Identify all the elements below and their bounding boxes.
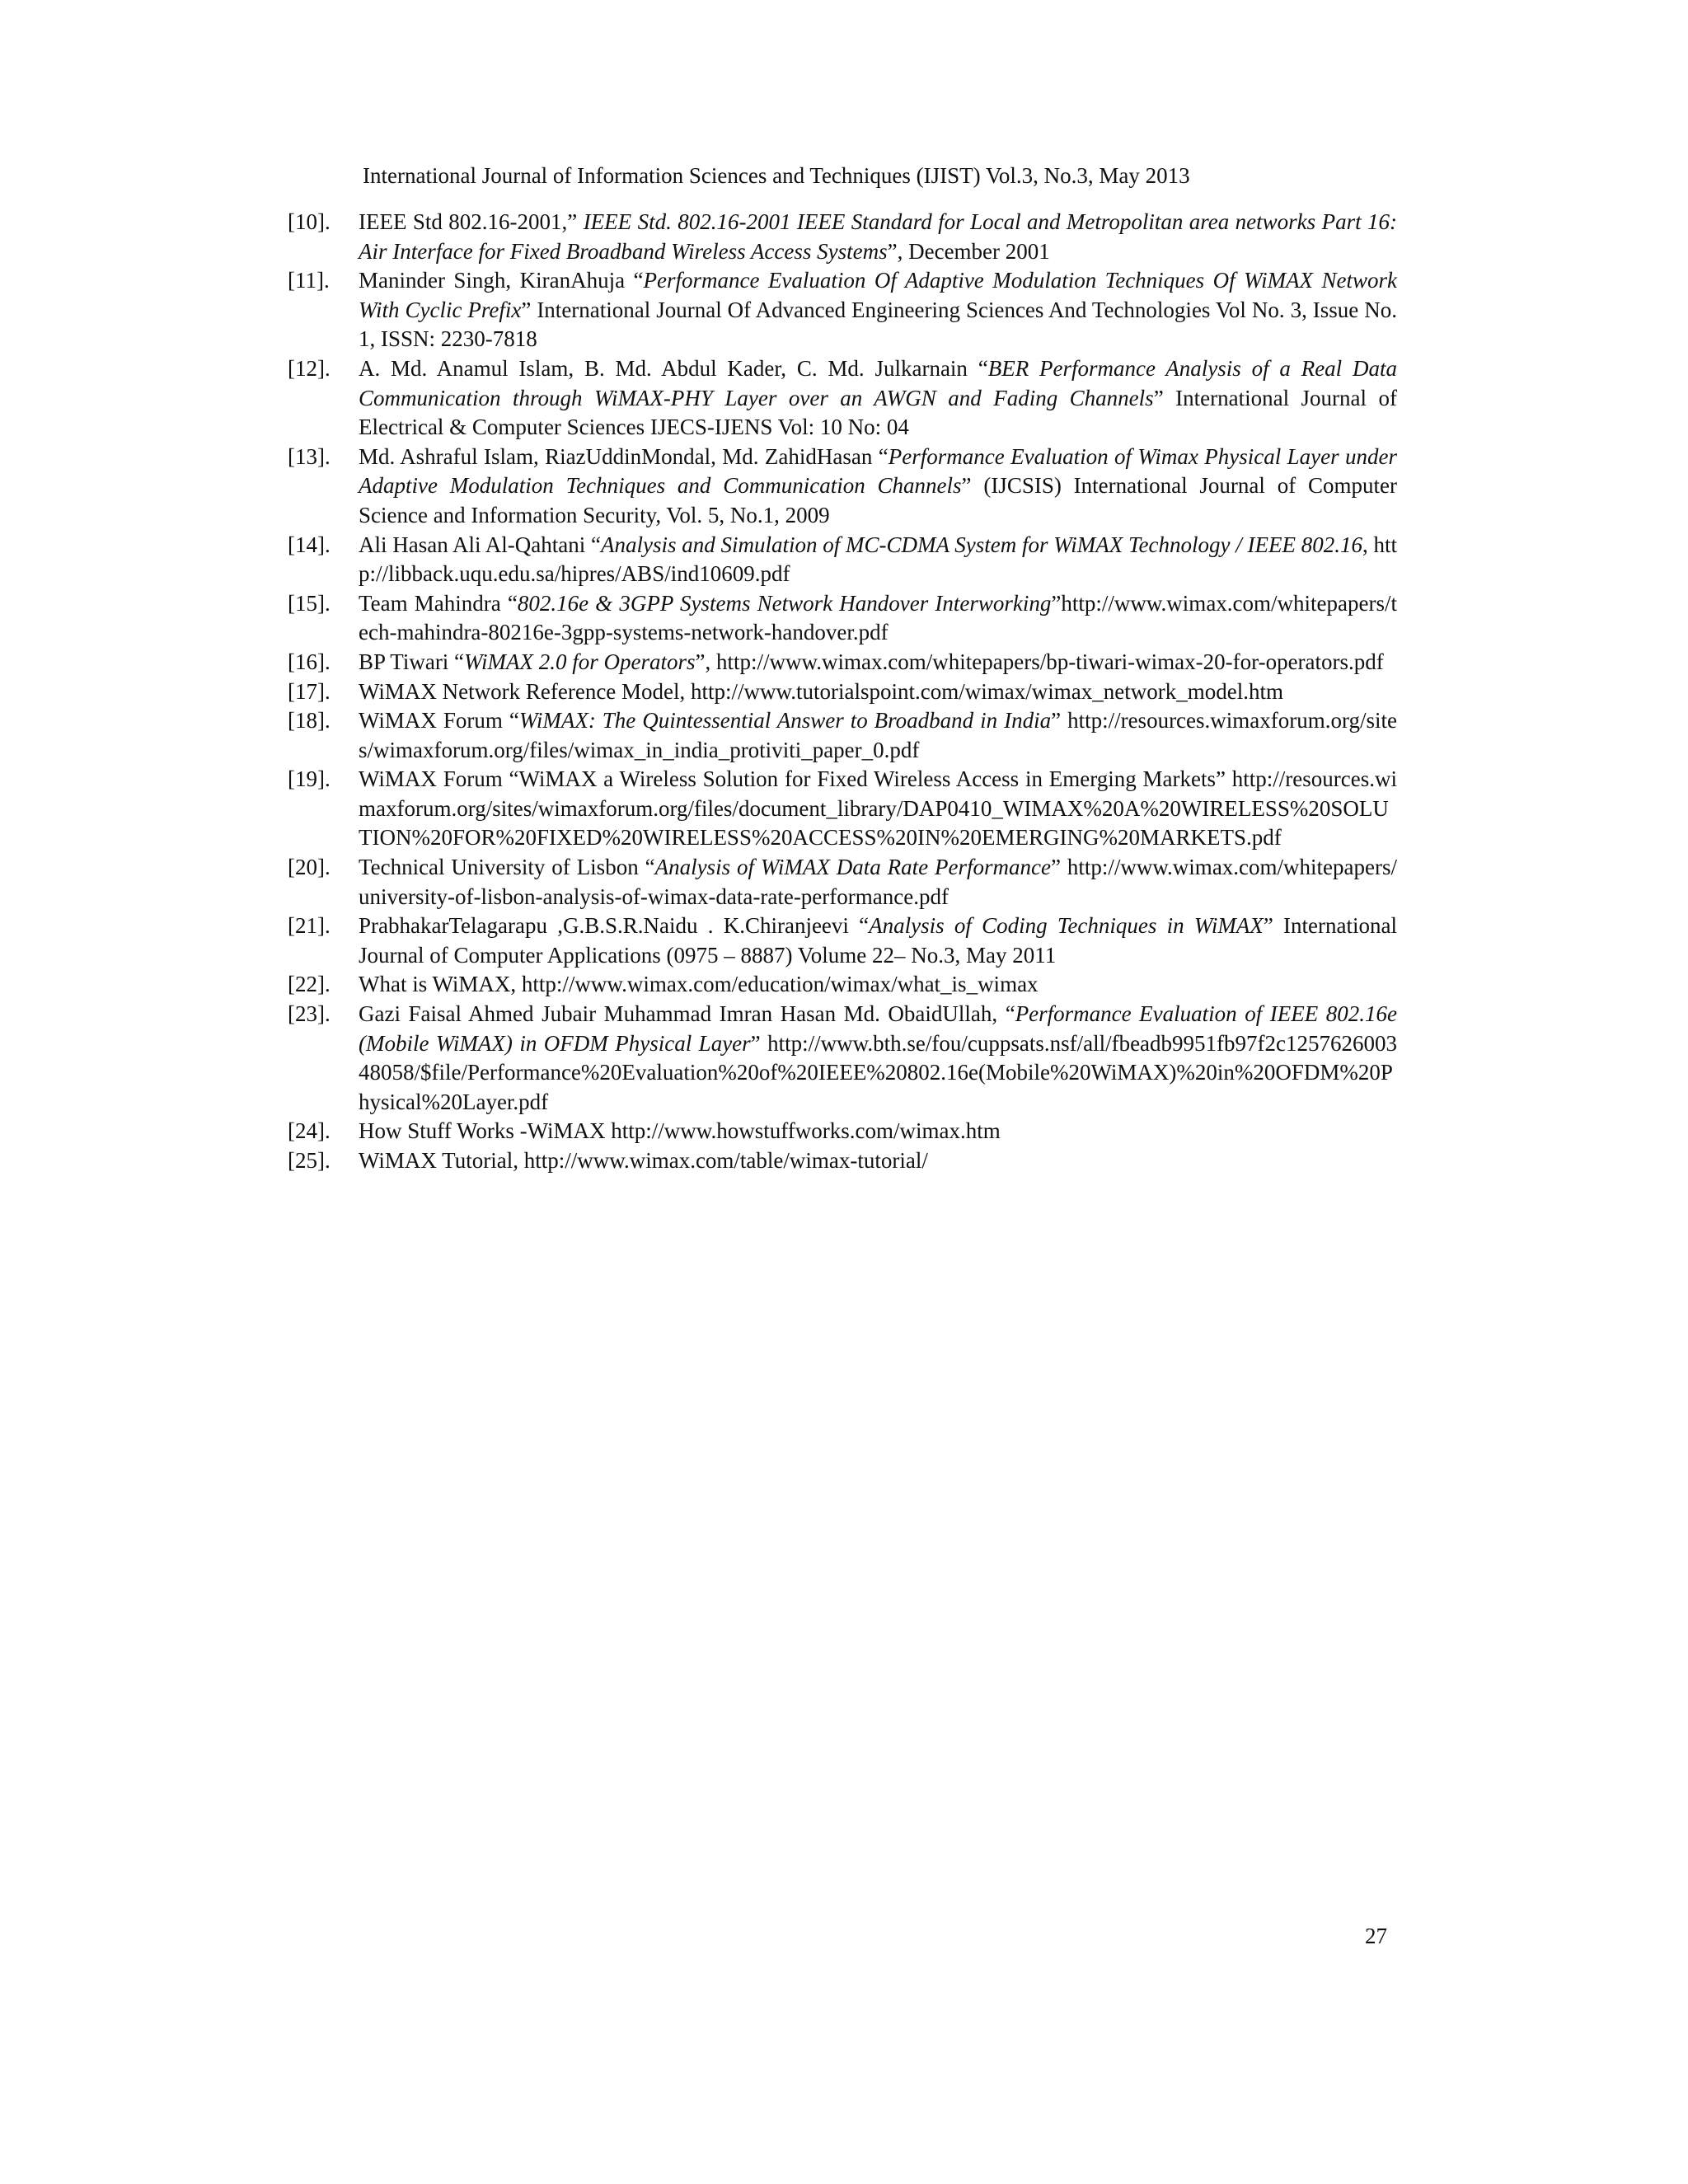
reference-url[interactable]: http://www.wimax.com/education/wimax/what_is_wimax (521, 972, 1039, 997)
reference-source: ” (1051, 590, 1062, 616)
reference-title: Analysis of WiMAX Data Rate Performance (654, 855, 1051, 880)
reference-item (288, 765, 1397, 853)
reference-source: , (1362, 532, 1374, 557)
reference-number: [10]. (288, 209, 331, 234)
reference-number: [12]. (288, 355, 331, 381)
reference-source: ” (1051, 708, 1068, 733)
reference-title: WiMAX: The Quintessential Answer to Broadband in India (518, 708, 1052, 733)
page-number: 27 (1365, 1924, 1387, 1948)
reference-item (288, 970, 1397, 1000)
reference-source: ” International Journal of Computer Applications (0975 – 8887) Volume 22– No.3, May 2011 (359, 913, 1397, 968)
reference-source: ”, (695, 649, 717, 674)
reference-item (288, 531, 1397, 589)
reference-item (288, 1146, 1397, 1176)
reference-url[interactable]: http://resources.wimaxforum.org/sites/wimaxforum.org/files/wimax_in_india_protiviti_paper_0.pdf (359, 708, 1398, 762)
reference-number: [21]. (288, 913, 331, 939)
reference-source: ” International Journal of Electrical & Computer Sciences IJECS-IJENS Vol: 10 No: 04 (359, 385, 1397, 440)
reference-authors: WiMAX Network Reference Model, (359, 678, 692, 704)
reference-list (288, 208, 1397, 1176)
reference-authors: Team Mahindra “ (359, 590, 518, 616)
reference-number: [25]. (288, 1148, 331, 1173)
reference-item (288, 208, 1397, 266)
reference-number: [13]. (288, 443, 331, 469)
reference-title: Performance Evaluation of IEEE 802.16e (Mobile WiMAX) in OFDM Physical Layer (359, 1001, 1397, 1056)
running-header: International Journal of Information Sciences and Techniques (IJIST) Vol.3, No.3, May 2013 (363, 163, 1190, 188)
reference-url[interactable]: http://libback.uqu.edu.sa/hipres/ABS/ind10609.pdf (359, 532, 1397, 587)
reference-number: [18]. (288, 708, 331, 733)
reference-number: [23]. (288, 1001, 331, 1027)
reference-item (288, 853, 1397, 912)
reference-source: ” (1050, 855, 1067, 880)
reference-url[interactable]: http://www.wimax.com/table/wimax-tutorial/ (523, 1148, 928, 1173)
reference-authors: What is WiMAX, (359, 972, 522, 997)
reference-authors: WiMAX Forum “ (359, 708, 519, 733)
reference-item (288, 589, 1397, 648)
reference-authors: Maninder Singh, KiranAhuja “ (359, 268, 644, 293)
reference-item (288, 677, 1397, 707)
reference-authors: A. Md. Anamul Islam, B. Md. Abdul Kader, C. Md. Julkarnain “ (359, 355, 988, 381)
reference-number: [22]. (288, 972, 331, 997)
reference-title: Analysis of Coding Techniques in WiMAX (869, 913, 1264, 939)
reference-url[interactable]: http://www.bth.se/fou/cuppsats.nsf/all/fbeadb9951fb97f2c125762600348058/$file/Performance%20Evaluation%20of%20IEEE%20802.16e(Mobile%20WiMAX)%20in%20OFDM%20Physical%20Layer.pdf (359, 1030, 1398, 1114)
reference-title: Performance Evaluation of Wimax Physical Layer under Adaptive Modulation Techniques and Communication Channels (359, 443, 1397, 499)
reference-title: BER Performance Analysis of a Real Data Communication through WiMAX-PHY Layer over an AWGN and Fading Channels (359, 355, 1397, 410)
reference-item (288, 912, 1397, 970)
reference-number: [14]. (288, 532, 331, 557)
reference-item (288, 648, 1397, 677)
reference-title: Analysis and Simulation of MC-CDMA System for WiMAX Technology / IEEE 802.16 (600, 532, 1362, 557)
reference-authors: Md. Ashraful Islam, RiazUddinMondal, Md. ZahidHasan “ (359, 443, 889, 469)
reference-number: [19]. (288, 766, 331, 792)
reference-url[interactable]: http://www.wimax.com/whitepapers/bp-tiwari-wimax-20-for-operators.pdf (716, 649, 1384, 674)
reference-title: 802.16e & 3GPP Systems Network Handover Interworking (517, 590, 1052, 616)
reference-url[interactable]: http://www.wimax.com/whitepapers/university-of-lisbon-analysis-of-wimax-data-rate-performance.pdf (359, 855, 1397, 909)
reference-url[interactable]: http://www.tutorialspoint.com/wimax/wimax_network_model.htm (691, 678, 1283, 704)
reference-number: [17]. (288, 678, 331, 704)
reference-authors: PrabhakarTelagarapu ,G.B.S.R.Naidu . K.Chiranjeevi “ (359, 913, 870, 939)
reference-item (288, 1000, 1397, 1117)
reference-number: [20]. (288, 855, 331, 880)
reference-source: ” International Journal Of Advanced Engineering Sciences And Technologies Vol No. 3, Issue No. 1, ISSN: 2230-7818 (359, 297, 1398, 352)
reference-number: [16]. (288, 649, 331, 674)
reference-url[interactable]: http://www.howstuffworks.com/wimax.htm (611, 1118, 1001, 1144)
reference-number: [11]. (288, 268, 330, 293)
reference-title: WiMAX 2.0 for Operators (464, 649, 696, 674)
reference-authors: Technical University of Lisbon “ (359, 855, 655, 880)
reference-source: ” (750, 1030, 768, 1056)
reference-authors: WiMAX Forum “WiMAX a Wireless Solution for Fixed Wireless Access in Emerging Markets” (359, 766, 1232, 792)
reference-authors: IEEE Std 802.16-2001,” (359, 209, 584, 234)
reference-authors: BP Tiwari “ (359, 649, 465, 674)
reference-source: ” (IJCSIS) International Journal of Computer Science and Information Security, Vol. 5, No.1, 2009 (359, 473, 1398, 527)
reference-item (288, 354, 1397, 443)
reference-item (288, 706, 1397, 765)
reference-number: [15]. (288, 590, 331, 616)
reference-source: ”, December 2001 (887, 238, 1050, 264)
reference-url[interactable]: http://www.wimax.com/whitepapers/tech-mahindra-80216e-3gpp-systems-network-handover.pdf (359, 590, 1397, 645)
reference-authors: Ali Hasan Ali Al-Qahtani “ (359, 532, 601, 557)
reference-item (288, 443, 1397, 531)
reference-authors: WiMAX Tutorial, (359, 1148, 524, 1173)
reference-authors: How Stuff Works -WiMAX (359, 1118, 612, 1144)
reference-number: [24]. (288, 1118, 331, 1144)
reference-item (288, 266, 1397, 354)
reference-authors: Gazi Faisal Ahmed Jubair Muhammad Imran Hasan Md. ObaidUllah, “ (359, 1001, 1015, 1027)
reference-title: Performance Evaluation Of Adaptive Modulation Techniques Of WiMAX Network With Cyclic Prefix (359, 268, 1397, 322)
reference-item (288, 1117, 1397, 1146)
reference-title: IEEE Std. 802.16-2001 IEEE Standard for Local and Metropolitan area networks Part 16: Air Interface for Fixed Broadband Wireless Access Systems (359, 209, 1397, 264)
reference-url[interactable]: http://resources.wimaxforum.org/sites/wimaxforum.org/files/document_library/DAP0410_WIMAX%20A%20WIRELESS%20SOLUTION%20FOR%20FIXED%20WIRELESS%20ACCESS%20IN%20EMERGING%20MARKETS.pdf (359, 766, 1397, 851)
